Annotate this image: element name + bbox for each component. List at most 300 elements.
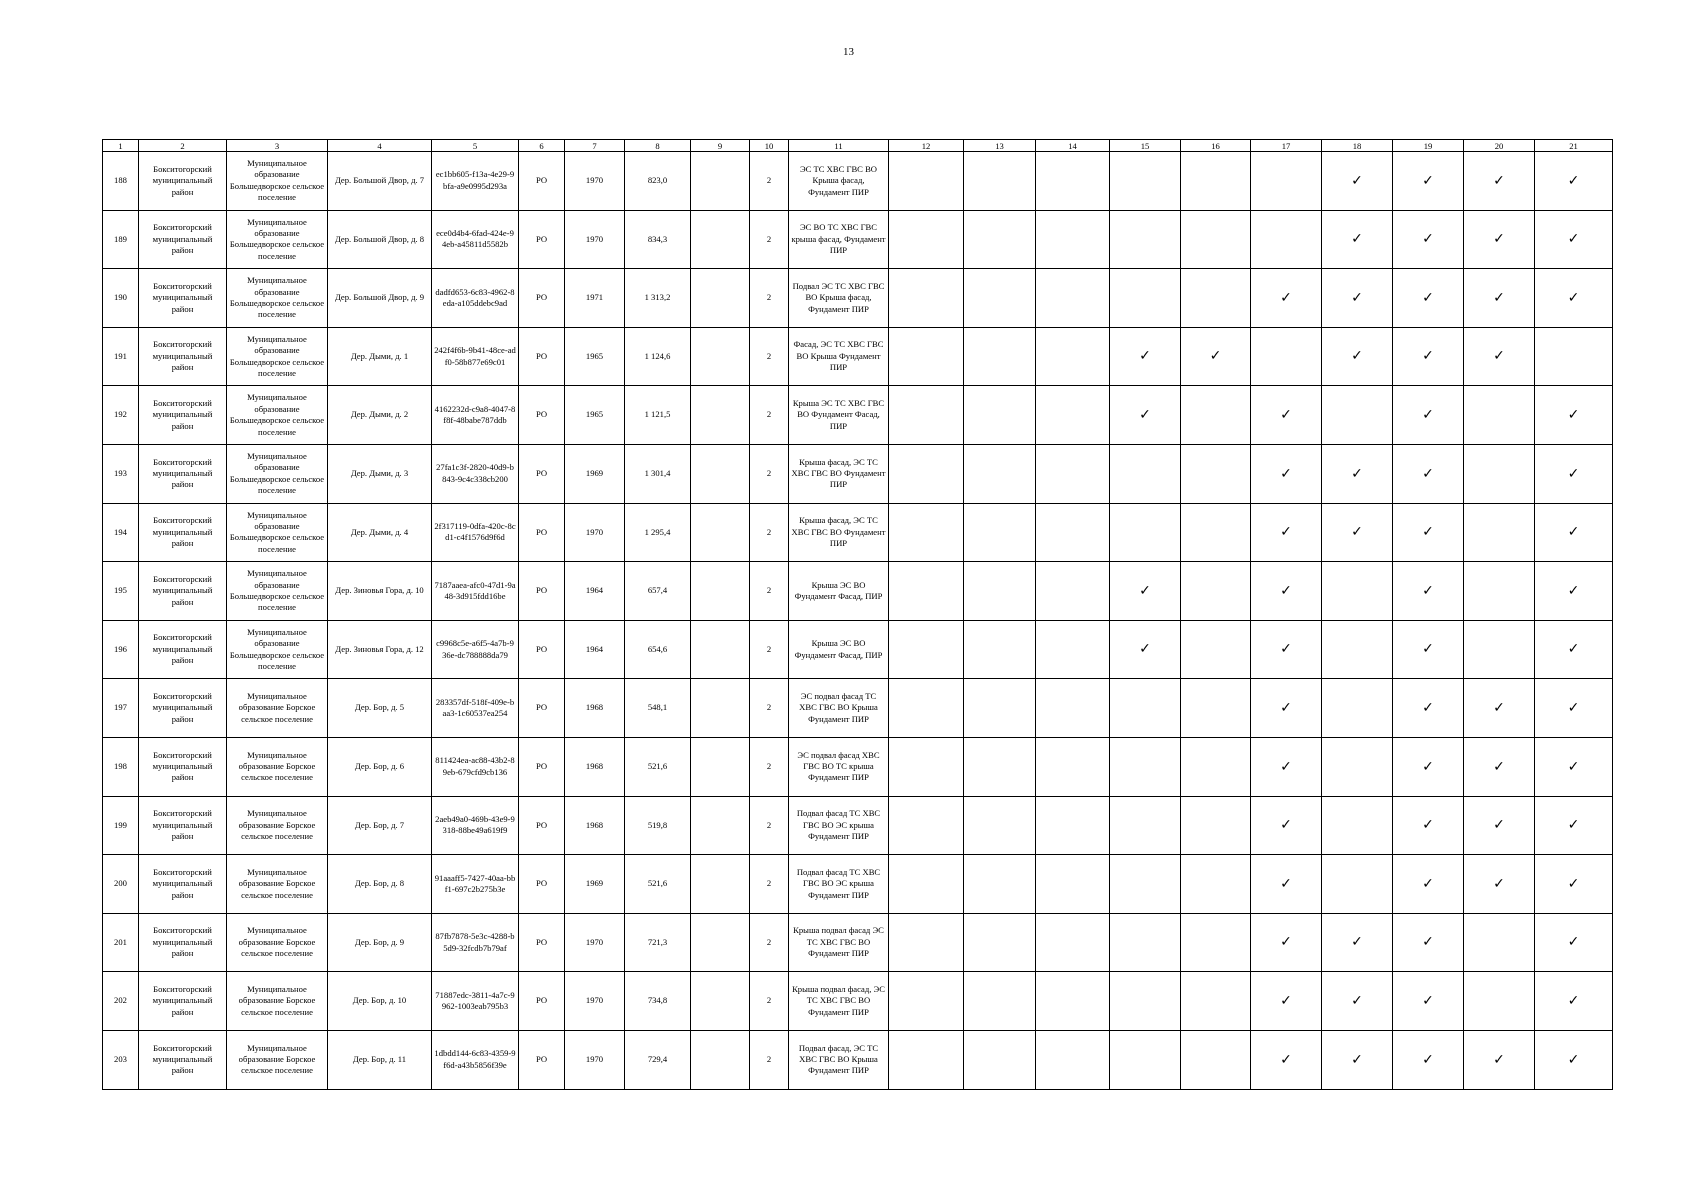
work-column-20-cell xyxy=(1464,737,1535,796)
work-column-19-cell xyxy=(1393,620,1464,679)
checkmark-icon: ✓ xyxy=(1351,465,1363,482)
table-row xyxy=(103,562,1613,621)
municipality-cell: Муниципальное образование Борское сельское поселение xyxy=(227,737,328,796)
work-column-18-cell xyxy=(1322,269,1393,328)
work-column-15-cell xyxy=(1110,152,1181,211)
area-cell: 734,8 xyxy=(625,972,691,1031)
column-9-cell xyxy=(691,562,750,621)
work-column-14-cell xyxy=(1036,737,1110,796)
area-cell: 521,6 xyxy=(625,737,691,796)
work-column-16-cell xyxy=(1181,269,1251,328)
work-column-12-cell xyxy=(889,913,964,972)
checkmark-icon: ✓ xyxy=(1422,289,1434,306)
checkmark-icon: ✓ xyxy=(1351,231,1363,248)
district-cell: Бокситогорский муниципальный район xyxy=(139,210,227,269)
column-number-header xyxy=(103,140,1613,152)
address-cell: Дер. Дыми, д. 3 xyxy=(328,444,432,503)
work-column-15-cell xyxy=(1110,503,1181,562)
column-header-7: 7 xyxy=(565,140,625,152)
checkmark-icon: ✓ xyxy=(1567,172,1580,189)
checkmark-icon: ✓ xyxy=(1280,289,1292,306)
work-column-15-cell xyxy=(1110,972,1181,1031)
column-9-cell xyxy=(691,737,750,796)
work-column-15-cell xyxy=(1110,327,1181,386)
checkmark-icon: ✓ xyxy=(1280,758,1292,775)
table-row xyxy=(103,210,1613,269)
work-column-16-cell xyxy=(1181,620,1251,679)
column-header-2: 2 xyxy=(139,140,227,152)
checkmark-icon: ✓ xyxy=(1280,524,1292,541)
guid-cell: 87fb7878-5e3c-4288-b5d9-32fcdb7b79af xyxy=(432,913,519,972)
owner-type-cell: РО xyxy=(519,855,565,914)
address-cell: Дер. Большой Двор, д. 8 xyxy=(328,210,432,269)
row-number: 200 xyxy=(103,855,139,914)
work-column-14-cell xyxy=(1036,562,1110,621)
column-10-cell: 2 xyxy=(750,913,789,972)
column-9-cell xyxy=(691,210,750,269)
work-column-14-cell xyxy=(1036,679,1110,738)
work-column-19-cell xyxy=(1393,562,1464,621)
work-column-13-cell xyxy=(964,152,1036,211)
owner-type-cell: РО xyxy=(519,210,565,269)
work-column-20-cell xyxy=(1464,972,1535,1031)
area-cell: 823,0 xyxy=(625,152,691,211)
district-cell: Бокситогорский муниципальный район xyxy=(139,386,227,445)
year-cell: 1964 xyxy=(565,562,625,621)
work-column-19-cell xyxy=(1393,503,1464,562)
checkmark-icon: ✓ xyxy=(1567,817,1580,834)
checkmark-icon: ✓ xyxy=(1422,699,1434,716)
works-cell: Подвал ЭС ТС ХВС ГВС ВО Крыша фасад, Фундамент ПИР xyxy=(789,269,889,328)
table-row xyxy=(103,855,1613,914)
work-column-15-cell xyxy=(1110,1030,1181,1089)
checkmark-icon: ✓ xyxy=(1422,641,1434,658)
work-column-18-cell xyxy=(1322,210,1393,269)
work-column-18-cell xyxy=(1322,972,1393,1031)
column-9-cell xyxy=(691,855,750,914)
work-column-13-cell xyxy=(964,269,1036,328)
work-column-17-cell xyxy=(1251,444,1322,503)
work-column-13-cell xyxy=(964,327,1036,386)
column-10-cell: 2 xyxy=(750,152,789,211)
work-column-21-cell xyxy=(1535,679,1613,738)
municipality-cell: Муниципальное образование Большедворское сельское поселение xyxy=(227,327,328,386)
work-column-21-cell xyxy=(1535,327,1613,386)
work-column-13-cell xyxy=(964,737,1036,796)
checkmark-icon: ✓ xyxy=(1139,348,1151,365)
checkmark-icon: ✓ xyxy=(1422,406,1434,423)
column-header-6: 6 xyxy=(519,140,565,152)
work-column-15-cell xyxy=(1110,444,1181,503)
checkmark-icon: ✓ xyxy=(1280,817,1292,834)
checkmark-icon: ✓ xyxy=(1567,934,1580,951)
checkmark-icon: ✓ xyxy=(1351,524,1363,541)
work-column-18-cell xyxy=(1322,737,1393,796)
work-column-21-cell xyxy=(1535,269,1613,328)
guid-cell: 811424ea-ac88-43b2-89eb-679cfd9cb136 xyxy=(432,737,519,796)
year-cell: 1969 xyxy=(565,855,625,914)
work-column-13-cell xyxy=(964,679,1036,738)
owner-type-cell: РО xyxy=(519,1030,565,1089)
works-cell: Крыша ЭС ТС ХВС ГВС ВО Фундамент Фасад, ПИР xyxy=(789,386,889,445)
works-cell: ЭС подвал фасад ХВС ГВС ВО ТС крыша Фундамент ПИР xyxy=(789,737,889,796)
column-header-16: 16 xyxy=(1181,140,1251,152)
table-row xyxy=(103,1030,1613,1089)
owner-type-cell: РО xyxy=(519,152,565,211)
column-header-12: 12 xyxy=(889,140,964,152)
guid-cell: 1dbdd144-6c83-4359-9f6d-a43b5856f39e xyxy=(432,1030,519,1089)
checkmark-icon: ✓ xyxy=(1567,992,1580,1009)
district-cell: Бокситогорский муниципальный район xyxy=(139,503,227,562)
area-cell: 519,8 xyxy=(625,796,691,855)
checkmark-icon: ✓ xyxy=(1422,348,1434,365)
address-cell: Дер. Бор, д. 8 xyxy=(328,855,432,914)
work-column-16-cell xyxy=(1181,1030,1251,1089)
checkmark-icon: ✓ xyxy=(1567,699,1580,716)
column-header-13: 13 xyxy=(964,140,1036,152)
work-column-14-cell xyxy=(1036,855,1110,914)
work-column-14-cell xyxy=(1036,972,1110,1031)
area-cell: 1 124,6 xyxy=(625,327,691,386)
work-column-13-cell xyxy=(964,972,1036,1031)
owner-type-cell: РО xyxy=(519,620,565,679)
municipality-cell: Муниципальное образование Борское сельское поселение xyxy=(227,679,328,738)
year-cell: 1969 xyxy=(565,444,625,503)
district-cell: Бокситогорский муниципальный район xyxy=(139,1030,227,1089)
work-column-16-cell xyxy=(1181,796,1251,855)
checkmark-icon: ✓ xyxy=(1280,699,1292,716)
work-column-16-cell xyxy=(1181,444,1251,503)
year-cell: 1965 xyxy=(565,386,625,445)
municipality-cell: Муниципальное образование Большедворское сельское поселение xyxy=(227,152,328,211)
works-cell: Крыша фасад, ЭС ТС ХВС ГВС ВО Фундамент ПИР xyxy=(789,444,889,503)
work-column-16-cell xyxy=(1181,327,1251,386)
work-column-20-cell xyxy=(1464,327,1535,386)
work-column-18-cell xyxy=(1322,796,1393,855)
work-column-12-cell xyxy=(889,737,964,796)
column-header-4: 4 xyxy=(328,140,432,152)
guid-cell: dadfd653-6c83-4962-8eda-a105ddebc9ad xyxy=(432,269,519,328)
guid-cell: 27fa1c3f-2820-40d9-b843-9c4c338cb200 xyxy=(432,444,519,503)
work-column-17-cell xyxy=(1251,620,1322,679)
year-cell: 1970 xyxy=(565,503,625,562)
works-cell: Подвал фасад ТС ХВС ГВС ВО ЭС крыша Фундамент ПИР xyxy=(789,796,889,855)
work-column-13-cell xyxy=(964,620,1036,679)
table-row xyxy=(103,796,1613,855)
work-column-19-cell xyxy=(1393,679,1464,738)
work-column-19-cell xyxy=(1393,972,1464,1031)
municipality-cell: Муниципальное образование Большедворское сельское поселение xyxy=(227,386,328,445)
year-cell: 1971 xyxy=(565,269,625,328)
work-column-12-cell xyxy=(889,503,964,562)
work-column-12-cell xyxy=(889,620,964,679)
table-row xyxy=(103,503,1613,562)
checkmark-icon: ✓ xyxy=(1351,289,1363,306)
checkmark-icon: ✓ xyxy=(1422,875,1434,892)
checkmark-icon: ✓ xyxy=(1567,465,1580,482)
column-10-cell: 2 xyxy=(750,679,789,738)
work-column-15-cell xyxy=(1110,679,1181,738)
address-cell: Дер. Бор, д. 9 xyxy=(328,913,432,972)
area-cell: 729,4 xyxy=(625,1030,691,1089)
column-9-cell xyxy=(691,913,750,972)
work-column-21-cell xyxy=(1535,503,1613,562)
guid-cell: 91aaaff5-7427-40aa-bbf1-697c2b275b3e xyxy=(432,855,519,914)
work-column-19-cell xyxy=(1393,386,1464,445)
address-cell: Дер. Зиновья Гора, д. 10 xyxy=(328,562,432,621)
checkmark-icon: ✓ xyxy=(1422,817,1434,834)
column-9-cell xyxy=(691,972,750,1031)
work-column-19-cell xyxy=(1393,444,1464,503)
work-column-19-cell xyxy=(1393,737,1464,796)
column-header-9: 9 xyxy=(691,140,750,152)
work-column-13-cell xyxy=(964,796,1036,855)
work-column-16-cell xyxy=(1181,679,1251,738)
work-column-20-cell xyxy=(1464,269,1535,328)
work-column-18-cell xyxy=(1322,503,1393,562)
row-number: 194 xyxy=(103,503,139,562)
work-column-17-cell xyxy=(1251,796,1322,855)
municipality-cell: Муниципальное образование Большедворское сельское поселение xyxy=(227,444,328,503)
year-cell: 1970 xyxy=(565,913,625,972)
work-column-19-cell xyxy=(1393,327,1464,386)
row-number: 190 xyxy=(103,269,139,328)
works-cell: Подвал фасад ТС ХВС ГВС ВО ЭС крыша Фундамент ПИР xyxy=(789,855,889,914)
work-column-20-cell xyxy=(1464,386,1535,445)
work-column-21-cell xyxy=(1535,855,1613,914)
work-column-20-cell xyxy=(1464,796,1535,855)
work-column-17-cell xyxy=(1251,1030,1322,1089)
guid-cell: c9968c5e-a6f5-4a7b-936e-dc788888da79 xyxy=(432,620,519,679)
table-row xyxy=(103,444,1613,503)
table-row xyxy=(103,972,1613,1031)
year-cell: 1970 xyxy=(565,1030,625,1089)
checkmark-icon: ✓ xyxy=(1139,582,1151,599)
table-row xyxy=(103,152,1613,211)
work-column-20-cell xyxy=(1464,210,1535,269)
work-column-12-cell xyxy=(889,1030,964,1089)
work-column-15-cell xyxy=(1110,913,1181,972)
work-column-21-cell xyxy=(1535,444,1613,503)
checkmark-icon: ✓ xyxy=(1493,758,1505,775)
area-cell: 1 313,2 xyxy=(625,269,691,328)
work-column-17-cell xyxy=(1251,972,1322,1031)
work-column-12-cell xyxy=(889,444,964,503)
checkmark-icon: ✓ xyxy=(1493,348,1505,365)
work-column-13-cell xyxy=(964,562,1036,621)
year-cell: 1968 xyxy=(565,679,625,738)
checkmark-icon: ✓ xyxy=(1422,992,1434,1009)
work-column-21-cell xyxy=(1535,737,1613,796)
column-header-8: 8 xyxy=(625,140,691,152)
guid-cell: 242f4f6b-9b41-48ce-adf0-58b877e69c01 xyxy=(432,327,519,386)
work-column-20-cell xyxy=(1464,913,1535,972)
column-header-14: 14 xyxy=(1036,140,1110,152)
guid-cell: 283357df-518f-409e-baa3-1c60537ea254 xyxy=(432,679,519,738)
district-cell: Бокситогорский муниципальный район xyxy=(139,796,227,855)
work-column-14-cell xyxy=(1036,913,1110,972)
work-column-20-cell xyxy=(1464,503,1535,562)
column-header-3: 3 xyxy=(227,140,328,152)
work-column-14-cell xyxy=(1036,210,1110,269)
work-column-12-cell xyxy=(889,679,964,738)
table-row xyxy=(103,913,1613,972)
work-column-21-cell xyxy=(1535,972,1613,1031)
checkmark-icon: ✓ xyxy=(1493,172,1505,189)
work-column-15-cell xyxy=(1110,737,1181,796)
guid-cell: 2f317119-0dfa-420c-8cd1-c4f1576d9f6d xyxy=(432,503,519,562)
works-cell: Крыша ЭС ВО Фундамент Фасад, ПИР xyxy=(789,562,889,621)
district-cell: Бокситогорский муниципальный район xyxy=(139,444,227,503)
works-cell: ЭС ТС ХВС ГВС ВО Крыша фасад, Фундамент ПИР xyxy=(789,152,889,211)
work-column-17-cell xyxy=(1251,913,1322,972)
row-number: 189 xyxy=(103,210,139,269)
municipality-cell: Муниципальное образование Большедворское сельское поселение xyxy=(227,562,328,621)
work-column-17-cell xyxy=(1251,679,1322,738)
works-cell: Крыша ЭС ВО Фундамент Фасад, ПИР xyxy=(789,620,889,679)
column-9-cell xyxy=(691,327,750,386)
work-column-20-cell xyxy=(1464,620,1535,679)
municipality-cell: Муниципальное образование Борское сельское поселение xyxy=(227,796,328,855)
work-column-14-cell xyxy=(1036,503,1110,562)
row-number: 202 xyxy=(103,972,139,1031)
column-header-5: 5 xyxy=(432,140,519,152)
address-cell: Дер. Дыми, д. 4 xyxy=(328,503,432,562)
column-10-cell: 2 xyxy=(750,796,789,855)
row-number: 197 xyxy=(103,679,139,738)
year-cell: 1968 xyxy=(565,737,625,796)
address-cell: Дер. Бор, д. 5 xyxy=(328,679,432,738)
checkmark-icon: ✓ xyxy=(1567,758,1580,775)
work-column-20-cell xyxy=(1464,152,1535,211)
row-number: 193 xyxy=(103,444,139,503)
guid-cell: ec1bb605-f13a-4e29-9bfa-a9e0995d293a xyxy=(432,152,519,211)
owner-type-cell: РО xyxy=(519,444,565,503)
column-10-cell: 2 xyxy=(750,210,789,269)
area-cell: 654,6 xyxy=(625,620,691,679)
address-cell: Дер. Бор, д. 6 xyxy=(328,737,432,796)
table-row xyxy=(103,386,1613,445)
owner-type-cell: РО xyxy=(519,796,565,855)
column-header-1: 1 xyxy=(103,140,139,152)
checkmark-icon: ✓ xyxy=(1422,465,1434,482)
checkmark-icon: ✓ xyxy=(1280,992,1292,1009)
work-column-21-cell xyxy=(1535,1030,1613,1089)
checkmark-icon: ✓ xyxy=(1422,582,1434,599)
work-column-16-cell xyxy=(1181,913,1251,972)
works-cell: ЭС ВО ТС ХВС ГВС крыша фасад, Фундамент ПИР xyxy=(789,210,889,269)
owner-type-cell: РО xyxy=(519,737,565,796)
table-row xyxy=(103,620,1613,679)
work-column-19-cell xyxy=(1393,796,1464,855)
row-number: 191 xyxy=(103,327,139,386)
work-column-17-cell xyxy=(1251,855,1322,914)
column-10-cell: 2 xyxy=(750,503,789,562)
work-column-21-cell xyxy=(1535,562,1613,621)
checkmark-icon: ✓ xyxy=(1351,934,1363,951)
checkmark-icon: ✓ xyxy=(1422,758,1434,775)
works-cell: Фасад, ЭС ТС ХВС ГВС ВО Крыша Фундамент ПИР xyxy=(789,327,889,386)
row-number: 201 xyxy=(103,913,139,972)
work-column-21-cell xyxy=(1535,210,1613,269)
work-column-21-cell xyxy=(1535,913,1613,972)
work-column-20-cell xyxy=(1464,444,1535,503)
work-column-17-cell xyxy=(1251,386,1322,445)
column-9-cell xyxy=(691,269,750,328)
column-10-cell: 2 xyxy=(750,972,789,1031)
column-9-cell xyxy=(691,386,750,445)
municipality-cell: Муниципальное образование Борское сельское поселение xyxy=(227,972,328,1031)
checkmark-icon: ✓ xyxy=(1280,641,1292,658)
work-column-17-cell xyxy=(1251,562,1322,621)
works-cell: Крыша подвал фасад ЭС ТС ХВС ГВС ВО Фундамент ПИР xyxy=(789,913,889,972)
work-column-12-cell xyxy=(889,855,964,914)
work-column-12-cell xyxy=(889,796,964,855)
work-column-14-cell xyxy=(1036,269,1110,328)
area-cell: 1 301,4 xyxy=(625,444,691,503)
column-header-11: 11 xyxy=(789,140,889,152)
works-cell: Крыша подвал фасад, ЭС ТС ХВС ГВС ВО Фундамент ПИР xyxy=(789,972,889,1031)
column-10-cell: 2 xyxy=(750,855,789,914)
work-column-21-cell xyxy=(1535,386,1613,445)
work-column-14-cell xyxy=(1036,796,1110,855)
work-column-13-cell xyxy=(964,503,1036,562)
column-10-cell: 2 xyxy=(750,269,789,328)
checkmark-icon: ✓ xyxy=(1280,406,1292,423)
checkmark-icon: ✓ xyxy=(1422,172,1434,189)
work-column-12-cell xyxy=(889,386,964,445)
work-column-18-cell xyxy=(1322,1030,1393,1089)
checkmark-icon: ✓ xyxy=(1567,582,1580,599)
checkmark-icon: ✓ xyxy=(1493,1051,1505,1068)
table-body xyxy=(103,152,1613,1090)
municipality-cell: Муниципальное образование Борское сельское поселение xyxy=(227,855,328,914)
district-cell: Бокситогорский муниципальный район xyxy=(139,679,227,738)
work-column-15-cell xyxy=(1110,386,1181,445)
checkmark-icon: ✓ xyxy=(1351,172,1363,189)
municipality-cell: Муниципальное образование Большедворское сельское поселение xyxy=(227,269,328,328)
area-cell: 657,4 xyxy=(625,562,691,621)
work-column-17-cell xyxy=(1251,269,1322,328)
checkmark-icon: ✓ xyxy=(1280,465,1292,482)
checkmark-icon: ✓ xyxy=(1422,231,1434,248)
work-column-12-cell xyxy=(889,269,964,328)
column-10-cell: 2 xyxy=(750,386,789,445)
owner-type-cell: РО xyxy=(519,972,565,1031)
work-column-17-cell xyxy=(1251,503,1322,562)
column-9-cell xyxy=(691,620,750,679)
checkmark-icon: ✓ xyxy=(1139,406,1151,423)
column-9-cell xyxy=(691,444,750,503)
row-number: 192 xyxy=(103,386,139,445)
column-header-17: 17 xyxy=(1251,140,1322,152)
column-10-cell: 2 xyxy=(750,1030,789,1089)
works-cell: Крыша фасад, ЭС ТС ХВС ГВС ВО Фундамент ПИР xyxy=(789,503,889,562)
work-column-16-cell xyxy=(1181,855,1251,914)
work-column-21-cell xyxy=(1535,620,1613,679)
work-column-15-cell xyxy=(1110,269,1181,328)
work-column-16-cell xyxy=(1181,562,1251,621)
district-cell: Бокситогорский муниципальный район xyxy=(139,737,227,796)
column-header-21: 21 xyxy=(1535,140,1613,152)
checkmark-icon: ✓ xyxy=(1351,348,1363,365)
work-column-18-cell xyxy=(1322,855,1393,914)
work-column-16-cell xyxy=(1181,210,1251,269)
checkmark-icon: ✓ xyxy=(1351,1051,1363,1068)
table-row xyxy=(103,327,1613,386)
work-column-13-cell xyxy=(964,855,1036,914)
work-column-18-cell xyxy=(1322,152,1393,211)
